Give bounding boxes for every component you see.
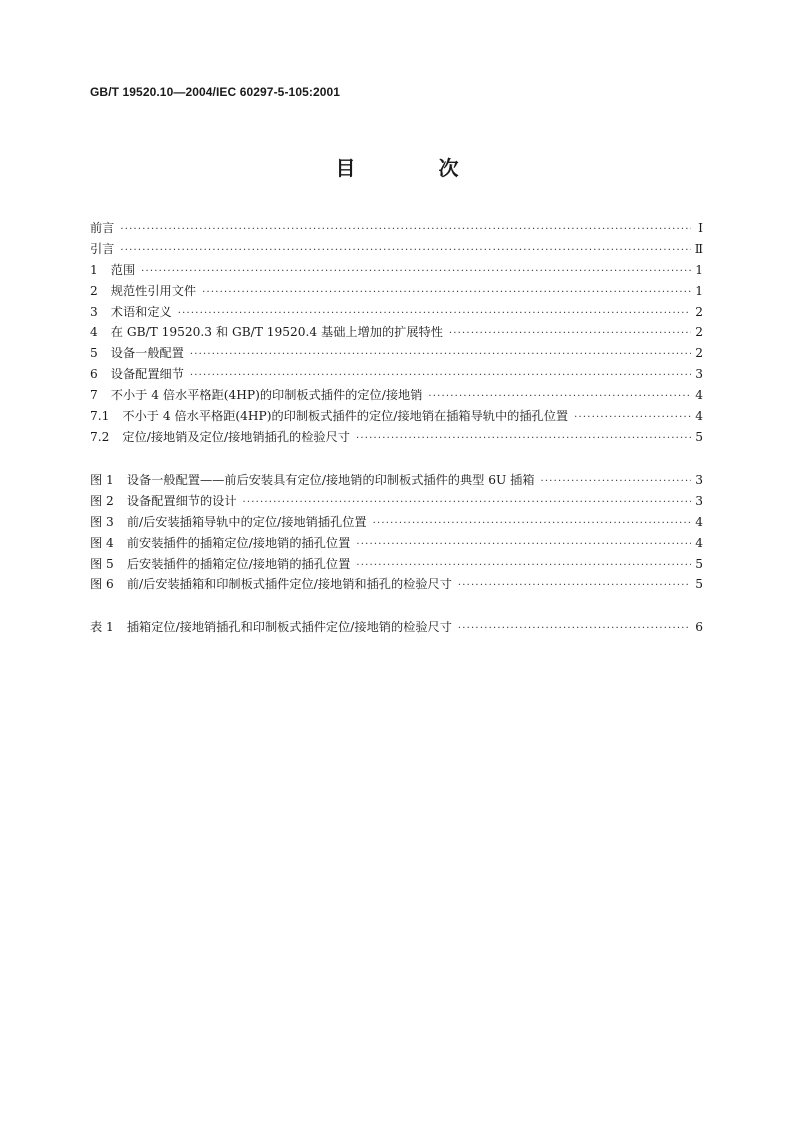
toc-entry-3[interactable] <box>90 302 703 323</box>
toc-figures-section <box>90 470 703 595</box>
page-title: 目 次 <box>335 156 497 180</box>
toc-entry-6[interactable] <box>90 364 703 385</box>
toc-figure-4[interactable] <box>90 533 703 554</box>
toc-entry-foreword[interactable] <box>90 218 703 239</box>
toc-figure-number: 图 4 <box>90 535 114 550</box>
toc-entry-title: 定位/接地销及定位/接地销插孔的检验尺寸 <box>122 429 350 444</box>
dot-leader <box>458 576 691 597</box>
toc-entry-2[interactable] <box>90 281 703 302</box>
toc-entry-title: 设备配置细节 <box>110 367 184 382</box>
toc-figure-page: 5 <box>695 556 703 571</box>
dot-leader <box>356 556 691 577</box>
toc-entry-number: 3 <box>90 304 98 319</box>
toc-entry-title: 前言 <box>90 221 115 235</box>
dot-leader <box>458 619 691 640</box>
toc-entry-page: 4 <box>695 409 703 424</box>
toc-entry-page: 5 <box>695 429 703 444</box>
toc-entry-page: 2 <box>695 304 703 319</box>
toc-figure-2[interactable] <box>90 491 703 512</box>
toc-entry-number: 7.2 <box>90 429 110 444</box>
dot-leader <box>120 241 690 262</box>
toc-figure-1[interactable] <box>90 470 703 491</box>
toc-figure-title: 设备配置细节的设计 <box>126 493 237 508</box>
toc-figure-number: 图 1 <box>90 473 114 487</box>
standard-code-header: GB/T 19520.10—2004/IEC 60297-5-105:2001 <box>90 85 341 99</box>
toc-figure-page: 5 <box>695 577 703 592</box>
toc-entry-number: 1 <box>90 262 98 277</box>
toc-figure-page: 4 <box>695 514 703 529</box>
toc-figure-title: 前/后安装插箱导轨中的定位/接地销插孔位置 <box>126 514 367 529</box>
dot-leader <box>190 345 691 366</box>
toc-entry-number: 2 <box>90 283 98 298</box>
toc-figure-number: 图 6 <box>90 577 114 592</box>
toc-figure-6[interactable] <box>90 574 703 595</box>
dot-leader <box>141 262 691 283</box>
toc-figure-5[interactable] <box>90 554 703 575</box>
toc-entry-number: 7 <box>90 388 98 403</box>
toc-entry-number: 7.1 <box>90 409 110 424</box>
toc-entry-title: 设备一般配置 <box>110 346 184 361</box>
dot-leader <box>373 514 691 535</box>
toc-entry-title: 规范性引用文件 <box>110 283 197 298</box>
toc-figure-number: 图 3 <box>90 514 114 529</box>
toc-entry-page: Ⅱ <box>694 241 703 256</box>
toc-entry-title: 不小于 4 倍水平格距(4HP)的印制板式插件的定位/接地销 <box>110 388 423 403</box>
toc-entry-introduction[interactable] <box>90 239 703 260</box>
toc-entry-title: 术语和定义 <box>110 304 172 319</box>
dot-leader <box>428 387 691 408</box>
toc-entry-1[interactable] <box>90 260 703 281</box>
toc-table-1[interactable] <box>90 617 703 638</box>
toc-figure-3[interactable] <box>90 512 703 533</box>
toc-figure-page: 3 <box>695 493 703 508</box>
dot-leader <box>190 366 691 387</box>
toc-entry-number: 5 <box>90 346 98 361</box>
dot-leader <box>120 220 691 241</box>
toc-entry-7[interactable] <box>90 385 703 406</box>
dot-leader <box>356 429 691 450</box>
toc-figure-number: 图 2 <box>90 493 114 508</box>
dot-leader <box>356 535 691 556</box>
toc-entry-page: 1 <box>695 262 703 277</box>
toc-entry-title: 在 GB/T 19520.3 和 GB/T 19520.4 基础上增加的扩展特性 <box>110 325 443 340</box>
toc-entry-page: 4 <box>695 388 703 403</box>
toc-entry-number: 6 <box>90 367 98 382</box>
dot-leader <box>243 493 691 514</box>
toc-entry-page: 2 <box>695 346 703 361</box>
toc-entry-number: 4 <box>90 325 98 340</box>
toc-entry-page: 2 <box>695 325 703 340</box>
dot-leader <box>574 408 691 429</box>
dot-leader <box>178 304 691 325</box>
toc-table-title: 插箱定位/接地销插孔和印制板式插件定位/接地销的检验尺寸 <box>126 620 452 634</box>
toc-entry-page: 1 <box>695 283 703 298</box>
dot-leader <box>541 472 691 493</box>
toc-figure-title: 前安装插件的插箱定位/接地销的插孔位置 <box>126 535 351 550</box>
toc-entry-title: 引言 <box>90 241 115 256</box>
toc-entry-5[interactable] <box>90 343 703 364</box>
toc-entry-title: 不小于 4 倍水平格距(4HP)的印制板式插件的定位/接地销在插箱导轨中的插孔位置 <box>122 409 569 424</box>
toc-figure-title: 设备一般配置——前后安装具有定位/接地销的印制板式插件的典型 6U 插箱 <box>126 473 535 487</box>
toc-figure-title: 前/后安装插箱和印制板式插件定位/接地销和插孔的检验尺寸 <box>126 577 452 592</box>
dot-leader <box>202 283 691 304</box>
toc-entry-title: 范围 <box>110 262 136 277</box>
toc-entry-7-2[interactable] <box>90 427 703 448</box>
dot-leader <box>449 324 691 345</box>
toc-entry-page: 3 <box>695 367 703 382</box>
toc-figure-title: 后安装插件的插箱定位/接地销的插孔位置 <box>126 556 351 571</box>
toc-figure-number: 图 5 <box>90 556 114 571</box>
toc-figure-page: 3 <box>695 473 703 487</box>
toc-entry-page: Ⅰ <box>698 221 703 235</box>
toc-table-number: 表 1 <box>90 620 114 634</box>
toc-entry-7-1[interactable] <box>90 406 703 427</box>
toc-entry-4[interactable] <box>90 322 703 343</box>
toc-figure-page: 4 <box>695 535 703 550</box>
toc-main-section <box>90 218 703 448</box>
toc-tables-section <box>90 617 703 638</box>
toc-table-page: 6 <box>695 620 703 634</box>
